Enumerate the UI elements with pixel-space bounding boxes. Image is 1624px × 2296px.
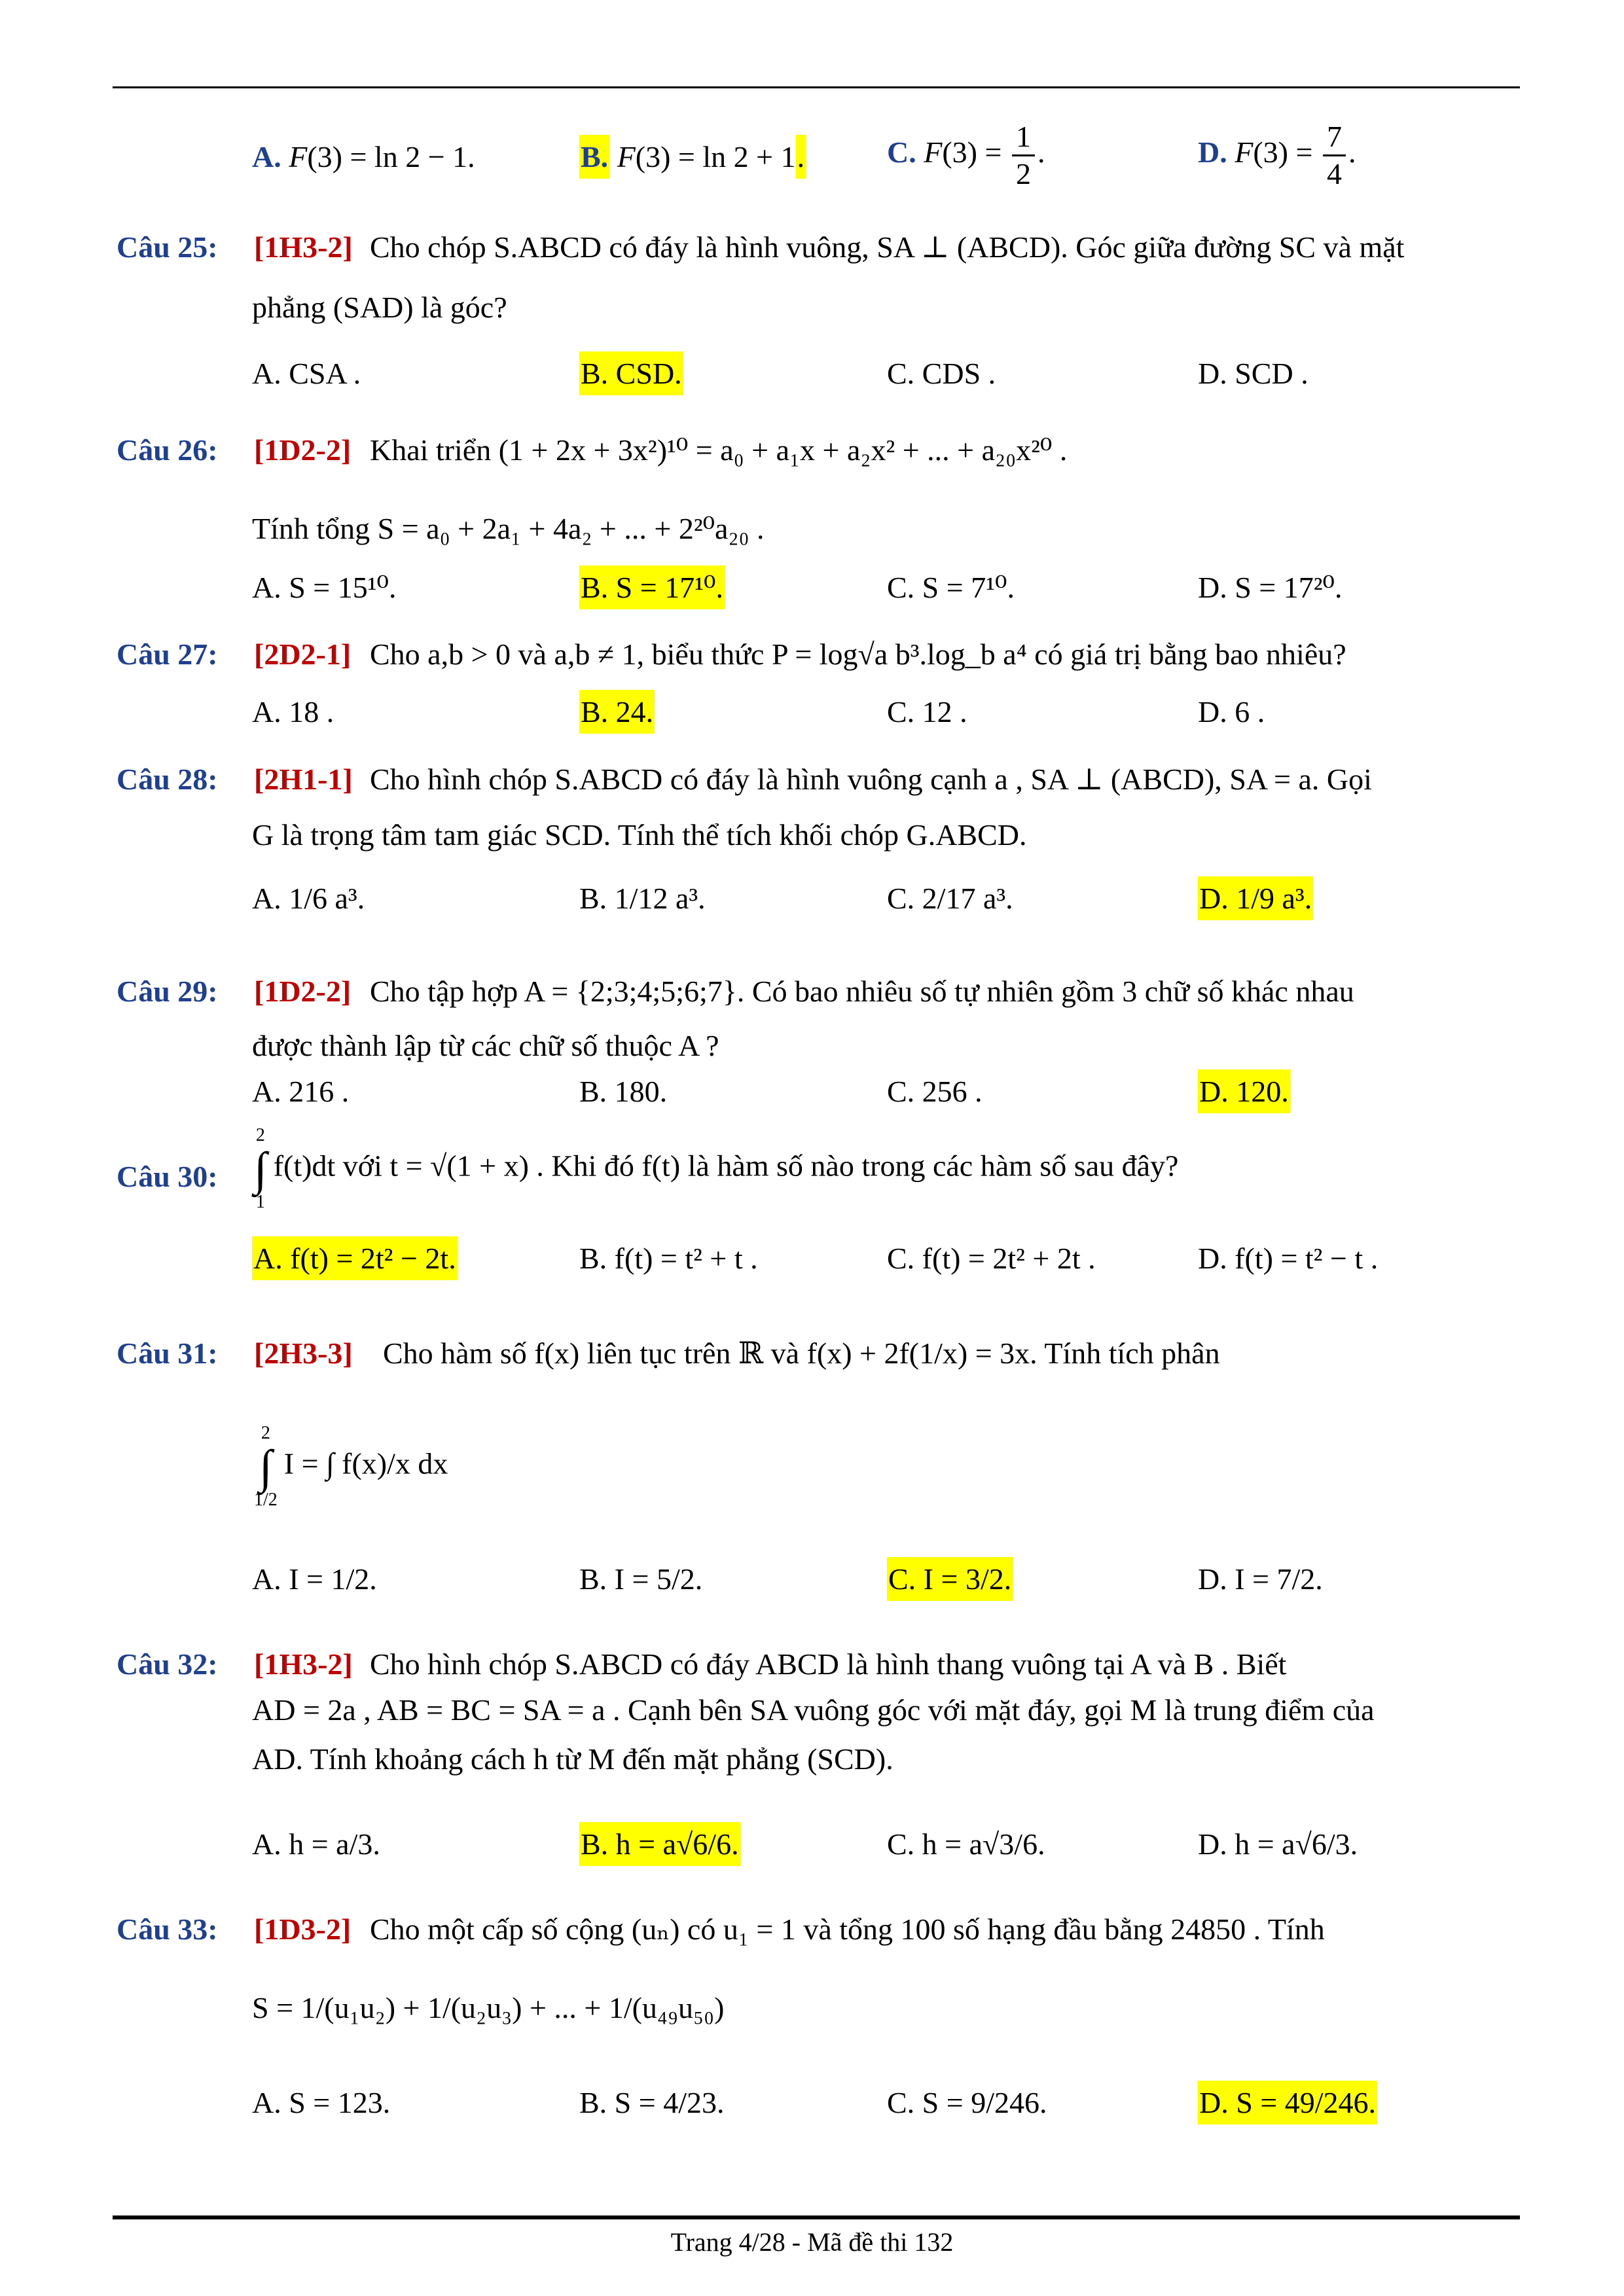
question-28-header: Câu 28: [2H1-1]: [117, 762, 353, 796]
question-32-line2: AD = 2a , AB = BC = SA = a . Cạnh bên SA vuông góc với mặt đáy, gọi M là trung điểm của: [252, 1693, 1375, 1727]
q25-option-a: A. CSA .: [252, 357, 361, 390]
question-26-line1: Khai triển (1 + 2x + 3x²)¹⁰ = a₀ + a₁x + a₂x² + ... + a₂₀x²⁰ .: [370, 433, 1068, 467]
q32-option-b: B. h = a√6/6.: [579, 1826, 740, 1863]
question-32-line3: AD. Tính khoảng cách h từ M đến mặt phẳng (SCD).: [252, 1742, 893, 1776]
q29-option-d: D. 120.: [1198, 1073, 1290, 1110]
q27-option-c: C. 12 .: [887, 695, 967, 728]
question-29-line2: được thành lập từ các chữ số thuộc A ?: [252, 1029, 719, 1062]
question-31-line1: Cho hàm số f(x) liên tục trên ℝ và f(x) + 2f(1/x) = 3x. Tính tích phân: [383, 1336, 1220, 1370]
q30-option-a: A. f(t) = 2t² − 2t.: [252, 1240, 458, 1277]
q28-option-a: A. 1/6 a³.: [252, 882, 365, 915]
q29-option-c: C. 256 .: [887, 1075, 983, 1108]
question-33-header: Câu 33: [1D3-2]: [117, 1912, 352, 1946]
question-33-line1: Cho một cấp số cộng (uₙ) có u₁ = 1 và tổng 100 số hạng đầu bằng 24850 . Tính: [370, 1912, 1325, 1946]
q25-option-d: D. SCD .: [1198, 357, 1308, 390]
option-c: C. F(3) = $\frac{1}{2}$ .: [887, 120, 1045, 190]
question-28-line2: G là trọng tâm tam giác SCD. Tính thể tích khối chóp G.ABCD.: [252, 818, 1027, 852]
question-25-line2: phẳng (SAD) là góc?: [252, 291, 507, 324]
option-a: A. F(3) = ln 2 − 1.: [252, 140, 475, 173]
q31-option-b: B. I = 5/2.: [579, 1562, 703, 1596]
question-32-header: Câu 32: [1H3-2]: [117, 1647, 353, 1681]
q26-option-d: D. S = 17²⁰.: [1198, 571, 1343, 604]
q33-option-c: C. S = 9/246.: [887, 2086, 1047, 2119]
question-27-header: Câu 27: [2D2-1]: [117, 637, 352, 671]
q33-option-a: A. S = 123.: [252, 2086, 391, 2119]
q28-option-b: B. 1/12 a³.: [579, 882, 706, 915]
bottom-rule: [113, 2215, 1520, 2219]
q33-option-d: D. S = 49/246.: [1198, 2085, 1377, 2121]
question-31-header: Câu 31: [2H3-3]: [117, 1336, 353, 1370]
q32-option-a: A. h = a/3.: [252, 1827, 380, 1861]
question-30-line1: 2 ∫ 1f(t)dt với t = √(1 + x) . Khi đó f(t) là hàm số nào trong các hàm số sau đây?: [254, 1125, 1179, 1212]
option-b: B. F(3) = ln 2 + 1.: [579, 139, 806, 175]
q30-option-d: D. f(t) = t² − t .: [1198, 1242, 1379, 1275]
q28-option-c: C. 2/17 a³.: [887, 882, 1013, 915]
question-28-line1: Cho hình chóp S.ABCD có đáy là hình vuông cạnh a , SA ⊥ (ABCD), SA = a. Gọi: [370, 762, 1372, 796]
q26-option-b: B. S = 17¹⁰.: [579, 569, 725, 606]
question-25-line1: Cho chóp S.ABCD có đáy là hình vuông, SA ⊥ (ABCD). Góc giữa đường SC và mặt: [370, 230, 1405, 264]
q25-option-b: B. CSD.: [579, 355, 683, 392]
question-30-header: Câu 30:: [117, 1160, 218, 1193]
question-31-line2: 2 ∫ 1/2I = ∫ f(x)/x dx: [254, 1423, 448, 1510]
question-26-line2: Tính tổng S = a₀ + 2a₁ + 4a₂ + ... + 2²⁰a₂₀ .: [252, 512, 765, 545]
top-rule: [113, 86, 1520, 88]
q31-option-a: A. I = 1/2.: [252, 1562, 377, 1596]
question-29-line1: Cho tập hợp A = {2;3;4;5;6;7}. Có bao nhiêu số tự nhiên gồm 3 chữ số khác nhau: [370, 975, 1354, 1008]
q27-option-a: A. 18 .: [252, 695, 334, 728]
q29-option-b: B. 180.: [579, 1075, 668, 1108]
q26-option-c: C. S = 7¹⁰.: [887, 571, 1015, 604]
q27-option-b: B. 24.: [579, 694, 655, 730]
q33-option-b: B. S = 4/23.: [579, 2086, 725, 2119]
q26-option-a: A. S = 15¹⁰.: [252, 571, 397, 604]
q31-option-d: D. I = 7/2.: [1198, 1562, 1323, 1596]
question-29-header: Câu 29: [1D2-2]: [117, 975, 352, 1008]
question-27-line1: Cho a,b > 0 và a,b ≠ 1, biểu thức P = log√a b³.log_b a⁴ có giá trị bằng bao nhiêu?: [370, 637, 1346, 671]
page-footer: Trang 4/28 - Mã đề thi 132: [670, 2227, 954, 2257]
integral-sign: 2 ∫ 1/2: [254, 1423, 278, 1510]
integral-sign: 2 ∫ 1: [254, 1125, 267, 1212]
q32-option-c: C. h = a√3/6.: [887, 1827, 1045, 1861]
q30-option-c: C. f(t) = 2t² + 2t .: [887, 1242, 1096, 1275]
q30-option-b: B. f(t) = t² + t .: [579, 1242, 758, 1275]
q29-option-a: A. 216 .: [252, 1075, 350, 1108]
q32-option-d: D. h = a√6/3.: [1198, 1827, 1358, 1861]
q28-option-d: D. 1/9 a³.: [1198, 880, 1313, 917]
question-32-line1: Cho hình chóp S.ABCD có đáy ABCD là hình thang vuông tại A và B . Biết: [370, 1647, 1287, 1681]
q31-option-c: C. I = 3/2.: [887, 1561, 1013, 1598]
q25-option-c: C. CDS .: [887, 357, 996, 390]
question-25-header: Câu 25: [1H3-2]: [117, 230, 353, 264]
q27-option-d: D. 6 .: [1198, 695, 1265, 728]
option-d: D. F(3) = $\frac{7}{4}$ .: [1198, 120, 1356, 190]
question-33-line2: S = 1/(u₁u₂) + 1/(u₂u₃) + ... + 1/(u₄₉u₅₀): [252, 1991, 725, 2024]
question-26-header: Câu 26: [1D2-2]: [117, 433, 352, 467]
